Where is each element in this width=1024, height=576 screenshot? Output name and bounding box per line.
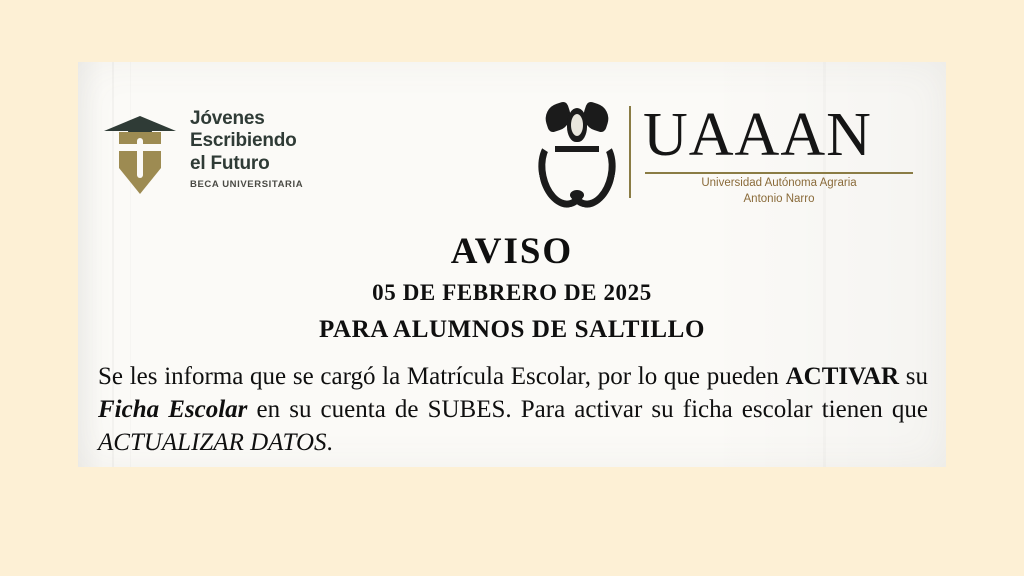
notice-sheet bbox=[78, 62, 946, 467]
jef-line-3: el Futuro bbox=[190, 152, 270, 174]
uaaan-divider bbox=[629, 106, 631, 198]
wreath-knot-icon bbox=[570, 190, 584, 200]
logo-header bbox=[78, 96, 946, 216]
notice-date: 05 DE FEBRERO DE 2025 bbox=[372, 279, 652, 305]
jef-logo-text bbox=[190, 102, 303, 190]
graduation-cap-pen-icon bbox=[98, 104, 182, 200]
uaaan-rule bbox=[645, 172, 913, 174]
notice-heading: AVISO bbox=[450, 231, 574, 272]
body-part-3: en su cuenta de SUBES. Para activar su ficha escolar tienen que bbox=[247, 396, 928, 423]
body-bold-italic-ficha-escolar: Ficha Escolar bbox=[98, 396, 248, 423]
jovenes-escribiendo-el-futuro-logo bbox=[98, 102, 408, 210]
uaaan-subtitle-line-2: Antonio Narro bbox=[743, 192, 815, 205]
jef-subtitle: BECA UNIVERSITARIA bbox=[190, 179, 304, 191]
jef-line-1: Jóvenes bbox=[190, 108, 265, 129]
uaaan-logo bbox=[533, 96, 923, 212]
jef-line-2: Escribiendo bbox=[190, 130, 297, 152]
wreath-icon bbox=[537, 136, 617, 198]
eagle-body-highlight-icon bbox=[571, 114, 583, 136]
uaaan-subtitle-line-1: Universidad Autónoma Agraria bbox=[701, 177, 857, 189]
body-part-4: . bbox=[326, 429, 333, 456]
notice-titles bbox=[78, 232, 946, 344]
notice-audience: PARA ALUMNOS DE SALTILLO bbox=[318, 315, 706, 343]
graduation-cap-icon bbox=[104, 112, 176, 130]
uaaan-subtitle bbox=[645, 176, 913, 207]
uaaan-wordmark: UAAAN bbox=[643, 101, 872, 169]
body-italic-actualizar-datos: ACTUALIZAR DATOS bbox=[98, 429, 327, 456]
notice-body bbox=[98, 360, 928, 459]
body-part-2: su bbox=[899, 363, 929, 390]
body-part-1: Se les informa que se cargó la Matrícula Escolar, por lo que pueden bbox=[98, 363, 786, 390]
pen-nib-slit-icon bbox=[137, 138, 143, 178]
uaaan-seal-icon bbox=[533, 102, 621, 200]
body-bold-activar: ACTIVAR bbox=[785, 363, 900, 390]
